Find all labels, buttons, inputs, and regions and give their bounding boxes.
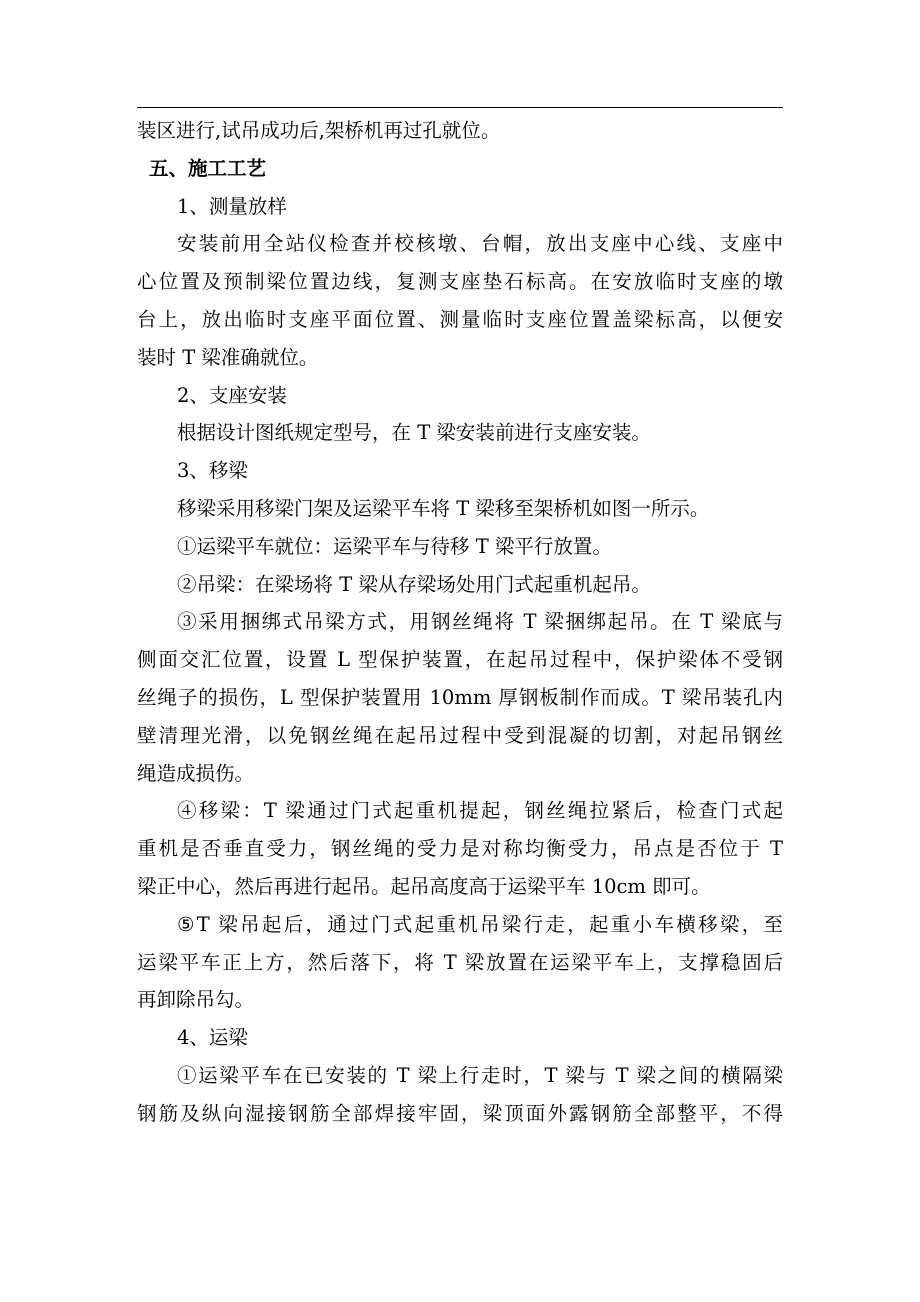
- paragraph-line: 梁正中心，然后再进行起吊。起吊高度高于运梁平车 10cm 即可。: [137, 874, 711, 898]
- list-item: ③采用捆绑式吊梁方式，用钢丝绳将 T 梁捆绑起吊。在 T 梁底与: [177, 610, 783, 634]
- list-item: ④移梁：T 梁通过门式起重机提起，钢丝绳拉紧后，检查门式起: [177, 799, 783, 823]
- paragraph-line: 壁清理光滑，以免钢丝绳在起吊过程中受到混凝的切割，对起吊钢丝: [137, 723, 783, 747]
- paragraph-line: 再卸除吊勾。: [137, 988, 255, 1012]
- text-line: 装区进行,试吊成功后,架桥机再过孔就位。: [137, 119, 501, 142]
- section-heading: 五、施工工艺: [149, 156, 267, 180]
- list-item: ②吊梁：在梁场将 T 梁从存梁场处用门式起重机起吊。: [177, 572, 651, 596]
- paragraph-line: 绳造成损伤。: [137, 761, 255, 785]
- paragraph-line: 侧面交汇位置，设置 L 型保护装置，在起吊过程中，保护梁体不受钢: [137, 648, 783, 672]
- document-body: [137, 112, 783, 1133]
- paragraph-line: 心位置及预制梁位置边线，复测支座垫石标高。在安放临时支座的墩: [137, 270, 783, 294]
- paragraph-line: 重机是否垂直受力，钢丝绳的受力是对称均衡受力，吊点是否位于 T: [137, 837, 783, 861]
- list-item: ①运梁平车就位：运梁平车与待移 T 梁平行放置。: [177, 534, 612, 558]
- paragraph-line: 钢筋及纵向湿接钢筋全部焊接牢固，梁顶面外露钢筋全部整平，不得: [137, 1101, 783, 1125]
- paragraph-line: 台上，放出临时支座平面位置、测量临时支座位置盖梁标高，以便安: [137, 307, 783, 331]
- subsection-heading: 3、移梁: [177, 459, 248, 483]
- paragraph-line: 根据设计图纸规定型号，在 T 梁安装前进行支座安装。: [177, 421, 651, 445]
- subsection-heading: 1、测量放样: [177, 194, 287, 218]
- header-rule: [137, 107, 783, 108]
- paragraph-line: 移梁采用移梁门架及运梁平车将 T 梁移至架桥机如图一所示。: [177, 496, 710, 520]
- subsection-heading: 2、支座安装: [177, 383, 287, 407]
- paragraph-line: 运梁平车正上方，然后落下，将 T 梁放置在运梁平车上，支撑稳固后: [137, 950, 783, 974]
- paragraph-line: 丝绳子的损伤，L 型保护装置用 10mm 厚钢板制作而成。T 梁吊装孔内: [137, 685, 783, 709]
- paragraph-line: 安装前用全站仪检查并校核墩、台帽，放出支座中心线、支座中: [177, 232, 783, 256]
- list-item: ①运梁平车在已安装的 T 梁上行走时，T 梁与 T 梁之间的横隔梁: [177, 1063, 783, 1087]
- subsection-heading: 4、运梁: [177, 1026, 248, 1050]
- list-item: ⑤T 梁吊起后，通过门式起重机吊梁行走，起重小车横移梁，至: [177, 912, 783, 936]
- paragraph-line: 装时 T 梁准确就位。: [137, 345, 319, 369]
